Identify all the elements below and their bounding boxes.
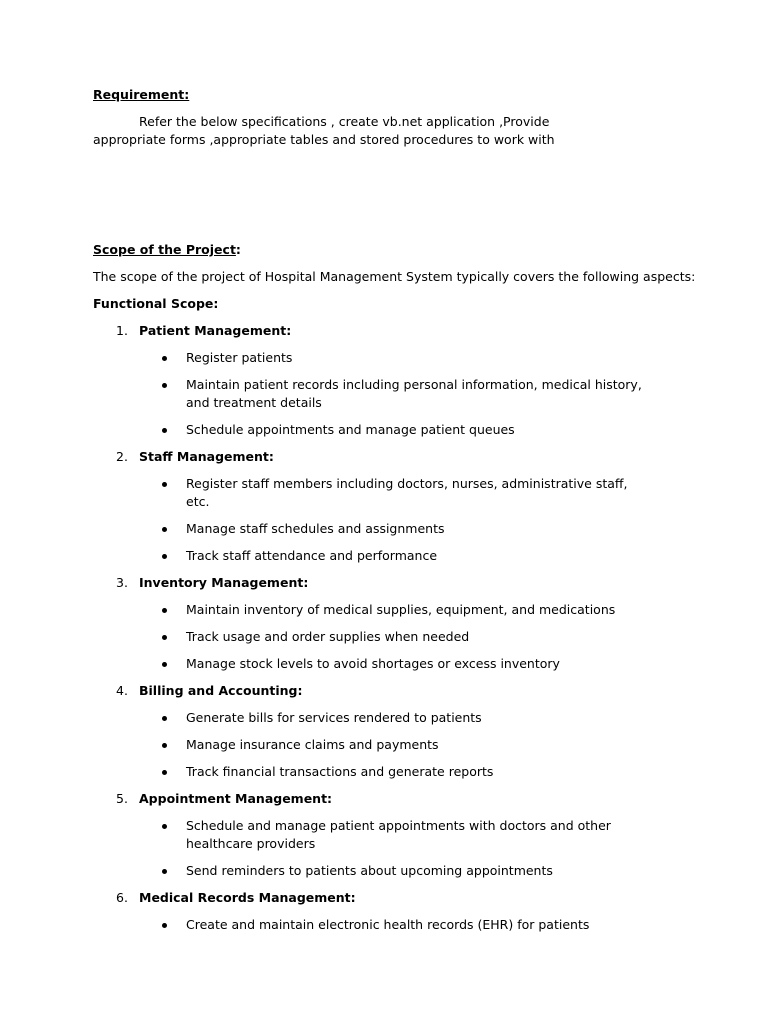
bullet-text: Register staff members including doctors, nurses, administrative staff, etc. — [186, 476, 628, 509]
scope-heading-colon: : — [235, 242, 241, 257]
bullet-item — [93, 655, 646, 673]
bullet-dot-icon — [162, 608, 167, 613]
section-number: 1. — [116, 323, 128, 338]
section-number: 4. — [116, 683, 128, 698]
bullet-list — [93, 709, 663, 781]
bullet-list — [93, 601, 663, 673]
bullet-dot-icon — [162, 635, 167, 640]
bullet-text: Schedule and manage patient appointments with doctors and other healthcare providers — [186, 818, 611, 851]
bullet-item — [93, 709, 646, 727]
bullet-list — [93, 349, 663, 439]
bullet-dot-icon — [162, 482, 167, 487]
section-4 — [93, 682, 663, 781]
section-number: 2. — [116, 449, 128, 464]
bullet-text: Register patients — [186, 350, 293, 365]
bullet-dot-icon — [162, 743, 167, 748]
bullet-text: Generate bills for services rendered to patients — [186, 710, 482, 725]
bullet-text: Track staff attendance and performance — [186, 548, 438, 563]
bullet-item — [93, 520, 646, 538]
bullet-dot-icon — [162, 869, 167, 874]
functional-sections-list — [93, 322, 663, 934]
section-1 — [93, 322, 663, 439]
section-title — [93, 889, 663, 907]
functional-scope-heading: Functional Scope: — [93, 296, 219, 311]
bullet-dot-icon — [162, 554, 167, 559]
section-title — [93, 574, 663, 592]
section-3 — [93, 574, 663, 673]
bullet-text: Send reminders to patients about upcoming appointments — [186, 863, 553, 878]
bullet-text: Manage staff schedules and assignments — [186, 521, 445, 536]
bullet-dot-icon — [162, 770, 167, 775]
bullet-item — [93, 817, 646, 853]
scope-heading-text: Scope of the Project — [93, 242, 236, 257]
section-5 — [93, 790, 663, 880]
bullet-text: Maintain patient records including personal information, medical history, and treatment details — [186, 377, 642, 410]
bullet-text: Track usage and order supplies when needed — [186, 629, 470, 644]
bullet-item — [93, 916, 646, 934]
section-title-text: Medical Records Management: — [139, 890, 356, 905]
bullet-text: Create and maintain electronic health records (EHR) for patients — [186, 917, 590, 932]
bullet-item — [93, 421, 646, 439]
bullet-list — [93, 916, 663, 934]
section-number: 6. — [116, 890, 128, 905]
bullet-dot-icon — [162, 716, 167, 721]
section-title — [93, 322, 663, 340]
scope-heading — [93, 241, 663, 259]
bullet-item — [93, 376, 646, 412]
bullet-item — [93, 547, 646, 565]
bullet-dot-icon — [162, 662, 167, 667]
bullet-item — [93, 628, 646, 646]
section-title-text: Inventory Management: — [139, 575, 309, 590]
section-title — [93, 790, 663, 808]
bullet-item — [93, 349, 646, 367]
bullet-item — [93, 862, 646, 880]
bullet-dot-icon — [162, 428, 167, 433]
bullet-text: Schedule appointments and manage patient queues — [186, 422, 515, 437]
bullet-item — [93, 763, 646, 781]
section-title-text: Appointment Management: — [139, 791, 333, 806]
bullet-dot-icon — [162, 356, 167, 361]
section-title-text: Patient Management: — [139, 323, 292, 338]
requirement-heading: Requirement: — [93, 87, 190, 102]
section-title — [93, 682, 663, 700]
requirement-body: Refer the below specifications , create vb.net application ,Provide appropriate forms ,appropriate tables and stored procedures to work with — [93, 114, 555, 147]
scope-intro: The scope of the project of Hospital Management System typically covers the following aspects: — [93, 269, 696, 284]
bullet-text: Manage stock levels to avoid shortages or excess inventory — [186, 656, 560, 671]
bullet-item — [93, 601, 646, 619]
bullet-dot-icon — [162, 824, 167, 829]
section-2 — [93, 448, 663, 565]
bullet-list — [93, 475, 663, 565]
bullet-dot-icon — [162, 527, 167, 532]
section-number: 5. — [116, 791, 128, 806]
section-title — [93, 448, 663, 466]
bullet-text: Track financial transactions and generate reports — [186, 764, 494, 779]
bullet-item — [93, 475, 646, 511]
section-6 — [93, 889, 663, 934]
section-number: 3. — [116, 575, 128, 590]
bullet-dot-icon — [162, 383, 167, 388]
document-page — [93, 86, 696, 934]
bullet-text: Manage insurance claims and payments — [186, 737, 439, 752]
bullet-dot-icon — [162, 923, 167, 928]
section-title-text: Billing and Accounting: — [139, 683, 303, 698]
bullet-text: Maintain inventory of medical supplies, equipment, and medications — [186, 602, 616, 617]
section-title-text: Staff Management: — [139, 449, 274, 464]
bullet-list — [93, 817, 663, 880]
bullet-item — [93, 736, 646, 754]
